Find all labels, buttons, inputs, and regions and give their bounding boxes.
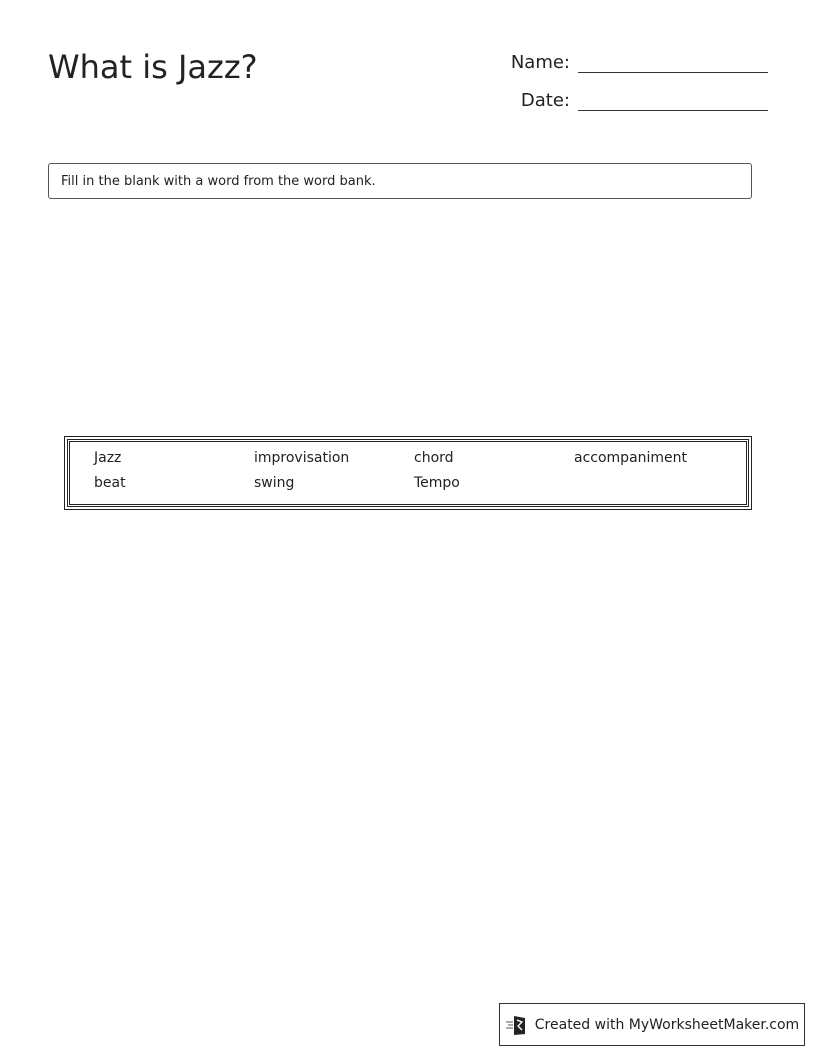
name-field[interactable] <box>511 52 768 73</box>
word-bank-item: accompaniment <box>574 450 688 466</box>
date-field[interactable] <box>521 90 768 111</box>
word-bank-item: beat <box>94 475 126 491</box>
footer-badge[interactable] <box>499 1003 805 1046</box>
name-line[interactable] <box>578 52 768 73</box>
date-label: Date: <box>520 90 570 111</box>
word-bank-item: Jazz <box>94 450 122 466</box>
footer-text: Created with MyWorksheetMaker.com <box>534 1016 800 1033</box>
date-line[interactable] <box>578 90 768 111</box>
worksheet-maker-logo-icon <box>505 1014 529 1036</box>
word-bank-item: improvisation <box>254 450 350 466</box>
name-label: Name: <box>510 52 570 73</box>
instructions-box: Fill in the blank with a word from the word bank. <box>48 163 752 199</box>
word-bank <box>64 436 752 510</box>
word-bank-item: swing <box>254 475 295 491</box>
word-bank-item: Tempo <box>414 475 460 491</box>
word-bank-item: chord <box>414 450 454 466</box>
page-title: What is Jazz? <box>48 48 258 86</box>
